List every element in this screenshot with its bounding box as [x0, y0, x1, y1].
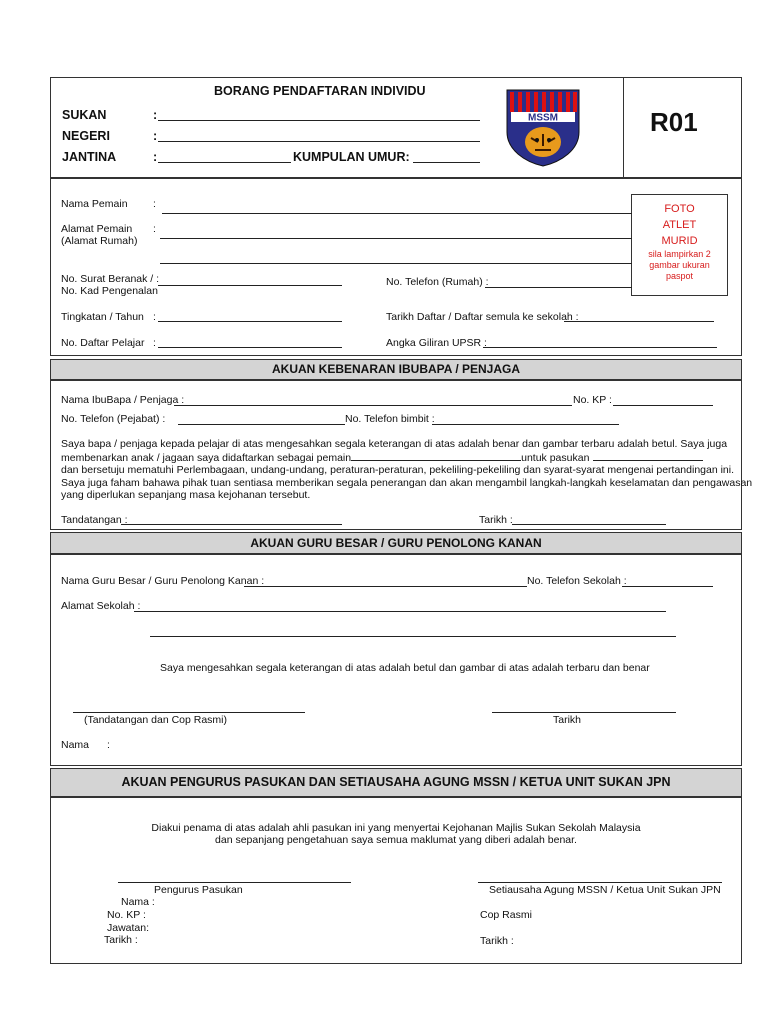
daftar-pelajar-field[interactable] — [158, 347, 342, 348]
setiausaha-label: Setiausaha Agung MSSN / Ketua Unit Sukan JPN — [489, 884, 721, 896]
pengurus-jawatan-label: Jawatan: — [107, 922, 150, 934]
photo-note-2: gambar ukuran — [649, 260, 710, 270]
angka-giliran-field[interactable] — [483, 347, 717, 348]
ic-field[interactable] — [158, 285, 342, 286]
alamat-sekolah-field-2[interactable] — [150, 636, 676, 637]
nama-guru-field[interactable] — [244, 586, 527, 587]
jantina-colon: : — [153, 150, 158, 164]
telefon-rumah-label: No. Telefon (Rumah) : — [386, 276, 489, 288]
pengurus-declaration-1: Diakui penama di atas adalah ahli pasukan ini yang menyertai Kejohanan Majlis Sukan Sekolah Malaysia — [151, 822, 641, 834]
tel-sekolah-label: No. Telefon Sekolah : — [527, 575, 627, 587]
tingkatan-label: Tingkatan / Tahun — [61, 311, 144, 323]
surat-beranak-label: No. Surat Beranak / : — [61, 273, 160, 285]
photo-note-3: paspot — [665, 271, 694, 281]
nama-guru-label: Nama Guru Besar / Guru Penolong Kanan : — [61, 575, 265, 587]
guru-nama-colon: : — [107, 739, 110, 751]
sukan-label: SUKAN — [62, 108, 107, 122]
sukan-colon: : — [153, 108, 158, 122]
ibubapa-tarikh-label: Tarikh : — [479, 514, 513, 526]
tel-pejabat-field[interactable] — [178, 424, 345, 425]
nama-pemain-field[interactable] — [162, 213, 632, 214]
daftar-pelajar-colon: : — [153, 337, 156, 349]
alamat-field-1[interactable] — [160, 238, 632, 239]
ibubapa-kp-field[interactable] — [613, 405, 713, 406]
tarikh-daftar-field[interactable] — [564, 321, 714, 322]
guru-tarikh-field[interactable] — [492, 712, 676, 713]
kumpulan-umur-label: KUMPULAN UMUR: — [293, 150, 410, 164]
tel-sekolah-field[interactable] — [622, 586, 713, 587]
tingkatan-field[interactable] — [158, 321, 342, 322]
svg-text:MSSM: MSSM — [528, 112, 558, 124]
pengurus-declaration-2: dan sepanjang pengetahuan saya semua maklumat yang diberi adalah benar. — [215, 834, 577, 846]
nama-ibubapa-field[interactable] — [174, 405, 572, 406]
photo-note-1: sila lampirkan 2 — [648, 249, 711, 259]
guru-tandatangan-field[interactable] — [73, 712, 305, 713]
tel-bimbit-field[interactable] — [432, 424, 619, 425]
nama-pemain-colon: : — [153, 198, 156, 210]
pengurus-tarikh-label: Tarikh : — [104, 934, 138, 946]
photo-box — [631, 194, 728, 296]
ibubapa-tandatangan-field[interactable] — [121, 524, 342, 525]
alamat-sekolah-field-1[interactable] — [134, 611, 666, 612]
telefon-rumah-field[interactable] — [485, 287, 632, 288]
negeri-field[interactable] — [158, 141, 480, 142]
alamat-field-2[interactable] — [160, 263, 632, 264]
declaration-line-2: membenarkan anak / jagaan saya didaftarkan sebagai pemain untuk pasukan — [61, 451, 752, 465]
declaration-line-4: Saya juga faham bahawa pihak tuan sentiasa memberikan segala penerangan dan akan mengambil langkah-langkah keselamatan dan pengawasan — [61, 476, 753, 489]
setiausaha-tandatangan-field[interactable] — [478, 882, 722, 883]
guru-pengesahan: Saya mengesahkan segala keterangan di atas adalah betul dan gambar di atas adalah terbaru dan benar — [160, 662, 650, 674]
jantina-field[interactable] — [158, 162, 291, 163]
pengurus-heading: AKUAN PENGURUS PASUKAN DAN SETIAUSAHA AGUNG MSSN / KETUA UNIT SUKAN JPN — [50, 768, 742, 797]
alamat-pemain-label: Alamat Pemain — [61, 223, 133, 235]
declaration-line-5: yang diperlukan sepanjang masa kejohanan tersebut. — [61, 489, 311, 501]
tingkatan-colon: : — [153, 311, 156, 323]
setiausaha-tarikh-label: Tarikh : — [480, 935, 514, 947]
form-code: R01 — [650, 107, 698, 137]
form-title: BORANG PENDAFTARAN INDIVIDU — [214, 84, 426, 98]
header-divider — [623, 77, 624, 178]
ibubapa-kp-label: No. KP : — [573, 394, 612, 406]
alamat-pemain-colon: : — [153, 223, 156, 235]
photo-line-3: MURID — [661, 235, 698, 247]
ibubapa-tandatangan-label: Tandatangan : — [61, 514, 128, 526]
kumpulan-umur-field[interactable] — [413, 162, 480, 163]
angka-giliran-label: Angka Giliran UPSR : — [386, 337, 487, 349]
declaration-line-3: dan bersetuju mematuhi Perlembagaan, undang-undang, peraturan-peraturan, pekeliling-pekeliling dan syarat-syarat mengenai pertandingan ini. — [61, 464, 735, 476]
cop-rasmi-label: Cop Rasmi — [480, 909, 532, 921]
photo-line-2: ATLET — [662, 219, 697, 231]
pengurus-nama-label: Nama : — [121, 896, 155, 908]
guru-cop-label: (Tandatangan dan Cop Rasmi) — [84, 714, 228, 726]
alamat-sekolah-label: Alamat Sekolah : — [61, 600, 141, 612]
nama-ibubapa-label: Nama IbuBapa / Penjaga : — [61, 394, 185, 406]
pengurus-tandatangan-field[interactable] — [118, 882, 351, 883]
sukan-field[interactable] — [158, 120, 480, 121]
guru-tarikh-label: Tarikh — [553, 714, 582, 726]
ibubapa-tarikh-field[interactable] — [512, 524, 666, 525]
declaration-line-1: Saya bapa / penjaga kepada pelajar di atas mengesahkan segala keterangan di atas adalah benar dan gambar terbaru adalah betul. Saya juga — [61, 438, 728, 450]
guru-nama-label: Nama — [61, 739, 90, 751]
guru-heading: AKUAN GURU BESAR / GURU PENOLONG KANAN — [50, 532, 742, 554]
tel-pejabat-label: No. Telefon (Pejabat) : — [61, 413, 166, 425]
daftar-pelajar-label: No. Daftar Pelajar — [61, 337, 145, 349]
photo-line-1: FOTO — [664, 203, 695, 215]
alamat-pemain-sub: (Alamat Rumah) — [61, 235, 138, 247]
ibubapa-declaration — [61, 438, 752, 502]
negeri-colon: : — [153, 129, 158, 143]
tel-bimbit-label: No. Telefon bimbit : — [345, 413, 435, 425]
negeri-label: NEGERI — [62, 129, 110, 143]
kad-pengenalan-label: No. Kad Pengenalan — [61, 285, 158, 297]
pengurus-label: Pengurus Pasukan — [154, 884, 243, 896]
mssm-logo — [505, 88, 581, 168]
jantina-label: JANTINA — [62, 150, 117, 164]
nama-pemain-label: Nama Pemain — [61, 198, 128, 210]
ibubapa-heading: AKUAN KEBENARAN IBUBAPA / PENJAGA — [50, 359, 742, 380]
pengurus-kp-label: No. KP : — [107, 909, 146, 921]
tarikh-daftar-label: Tarikh Daftar / Daftar semula ke sekolah : — [386, 311, 579, 323]
